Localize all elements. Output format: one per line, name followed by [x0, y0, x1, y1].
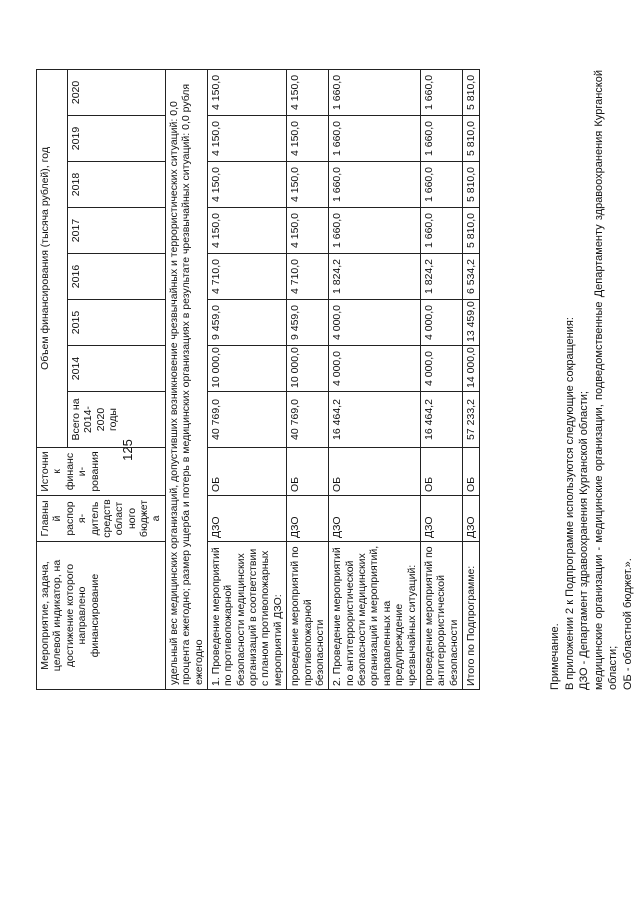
row-event: 2. Проведение мероприятий по антитеррористической безопасности медицинских организаций и мероприятий, направленных на предупреждение чрезвычайных ситуаций: — [329, 542, 421, 690]
row-year-value: 4 150,0 — [207, 162, 286, 208]
row-total: 57 233,2 — [463, 392, 480, 448]
row-year-value: 1 824,2 — [329, 254, 421, 300]
indicator-text: удельный вес медицинских организаций, допустивших возникновение чрезвычайных и террористических ситуаций: 0,0 процента ежегодно; размер ущерба и потерь в медицинских организациях в результате чрезвычайных ситуаций: 0,0 рубля ежегодно — [165, 69, 207, 689]
header-event: Мероприятие, задача, целевой индикатор, на достижение которого направлено финансирование — [37, 542, 166, 690]
financing-table — [36, 69, 480, 690]
row-year-value: 14 000,0 — [463, 346, 480, 392]
row-source: ОБ — [463, 448, 480, 496]
notes-mo-line2: области; — [607, 645, 620, 690]
indicator-row — [165, 69, 207, 689]
row-year-value: 5 810,0 — [463, 116, 480, 162]
row-year-value: 9 459,0 — [287, 300, 329, 346]
row-year-value: 4 000,0 — [420, 300, 462, 346]
header-volume: Объем финансирования (тысяча рублей), год — [37, 69, 68, 447]
row-year-value: 1 660,0 — [329, 162, 421, 208]
row-manager: ДЗО — [463, 496, 480, 542]
header-source: Источник финанси-рования — [37, 448, 166, 496]
row-year-value: 5 810,0 — [463, 69, 480, 115]
notes-title: Примечание. — [549, 623, 561, 690]
row-year-value: 4 150,0 — [287, 208, 329, 254]
header-year: 2019 — [68, 116, 166, 162]
table-row-total — [463, 69, 480, 689]
row-year-value: 6 534,2 — [463, 254, 480, 300]
row-manager: ДЗО — [207, 496, 286, 542]
row-total: 40 769,0 — [287, 392, 329, 448]
row-source: ОБ — [420, 448, 462, 496]
row-year-value: 4 000,0 — [329, 346, 421, 392]
row-event: проведение мероприятий по антитеррористической безопасности — [420, 542, 462, 690]
row-year-value: 1 660,0 — [420, 208, 462, 254]
row-total: 16 464,2 — [420, 392, 462, 448]
row-event: 1. Проведение мероприятий по противопожарной безопасности медицинских организаций в соответствии с планом противопожарных мероприятий ДЗО: — [207, 542, 286, 690]
page-number: 125 — [120, 439, 135, 461]
row-year-value: 1 824,2 — [420, 254, 462, 300]
table-row — [329, 69, 421, 689]
row-year-value: 1 660,0 — [329, 69, 421, 115]
row-event: проведение мероприятий по противопожарной безопасности — [287, 542, 329, 690]
row-year-value: 4 150,0 — [207, 208, 286, 254]
notes-mo-line1: медицинские организации - медицинские организации, подведомственные Департаменту здравоохранения Курганской — [592, 70, 605, 690]
row-year-value: 4 710,0 — [287, 254, 329, 300]
table-row — [207, 69, 286, 689]
table-row — [420, 69, 462, 689]
row-total: 16 464,2 — [329, 392, 421, 448]
row-year-value: 10 000,0 — [287, 346, 329, 392]
row-year-value: 10 000,0 — [207, 346, 286, 392]
row-source: ОБ — [207, 448, 286, 496]
header-year: 2020 — [68, 69, 166, 115]
row-year-value: 1 660,0 — [329, 116, 421, 162]
table-row — [287, 69, 329, 689]
header-total: Всего на 2014-2020 годы — [68, 392, 166, 448]
header-year: 2014 — [68, 346, 166, 392]
row-year-value: 1 660,0 — [329, 208, 421, 254]
row-source: ОБ — [287, 448, 329, 496]
row-year-value: 5 810,0 — [463, 162, 480, 208]
notes-ob: ОБ - областной бюджет.». — [621, 558, 634, 690]
row-year-value: 13 459,0 — [463, 300, 480, 346]
notes-intro: В приложении 2 к Подпрограмме используются следующие сокращения: — [563, 317, 576, 690]
notes-block — [548, 70, 635, 690]
table-header-row — [37, 69, 68, 689]
row-manager: ДЗО — [420, 496, 462, 542]
row-year-value: 1 660,0 — [420, 116, 462, 162]
row-manager: ДЗО — [287, 496, 329, 542]
header-year: 2017 — [68, 208, 166, 254]
row-year-value: 4 000,0 — [420, 346, 462, 392]
header-year: 2016 — [68, 254, 166, 300]
header-manager: Главный распоря-дитель средств областного бюджета — [37, 496, 166, 542]
row-year-value: 9 459,0 — [207, 300, 286, 346]
row-year-value: 4 710,0 — [207, 254, 286, 300]
header-year: 2018 — [68, 162, 166, 208]
row-year-value: 4 150,0 — [287, 69, 329, 115]
row-year-value: 1 660,0 — [420, 162, 462, 208]
row-year-value: 4 150,0 — [207, 116, 286, 162]
row-year-value: 4 150,0 — [287, 116, 329, 162]
row-manager: ДЗО — [329, 496, 421, 542]
notes-dzo: ДЗО - Департамент здравоохранения Курганской области; — [578, 391, 591, 690]
row-source: ОБ — [329, 448, 421, 496]
row-year-value: 4 150,0 — [207, 69, 286, 115]
row-event: Итого по Подпрограмме: — [463, 542, 480, 690]
header-year: 2015 — [68, 300, 166, 346]
row-year-value: 4 000,0 — [329, 300, 421, 346]
row-total: 40 769,0 — [207, 392, 286, 448]
row-year-value: 5 810,0 — [463, 208, 480, 254]
row-year-value: 4 150,0 — [287, 162, 329, 208]
row-year-value: 1 660,0 — [420, 69, 462, 115]
